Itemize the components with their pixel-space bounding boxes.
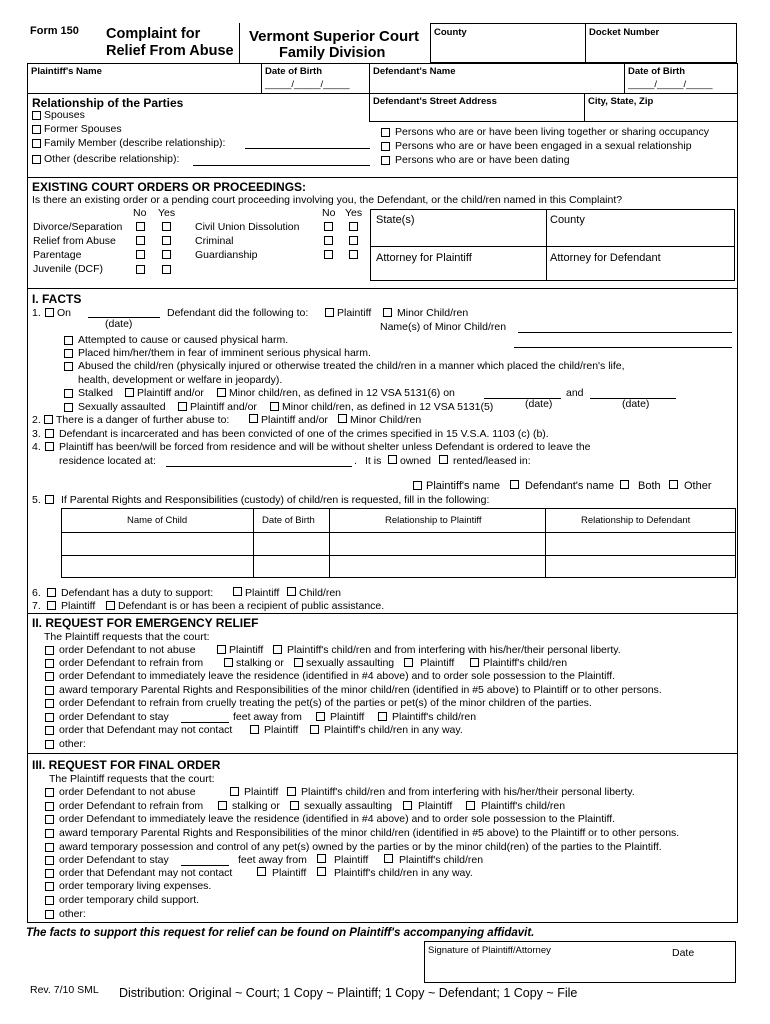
fn-stalking-label: stalking or (232, 800, 280, 812)
family-member-line[interactable] (245, 148, 370, 149)
yes-col-header: Yes (158, 207, 176, 219)
em-feet-line[interactable] (181, 722, 229, 723)
civil-union-label: Civil Union Dissolution (195, 221, 300, 233)
fn-sexually-checkbox[interactable] (290, 801, 299, 810)
fn-not-abuse-children-label: Plaintiff's child/ren and from interfering with his/her/their personal liberty. (301, 786, 635, 798)
rule (369, 63, 370, 121)
fn-refrain-plaintiff-label: Plaintiff (418, 800, 453, 812)
fn-not-abuse-children-checkbox[interactable] (287, 787, 296, 796)
other-relationship-label: Other (describe relationship): (44, 153, 180, 165)
stalked-minor-checkbox[interactable] (217, 388, 226, 397)
family-member-checkbox[interactable] (32, 139, 41, 148)
rule (545, 508, 546, 578)
em-custody-label: award temporary Parental Rights and Responsibilities of the minor child/ren (identified in #5 above) to Plaintiff or to other persons. (59, 684, 662, 696)
rule (27, 922, 737, 923)
rule (369, 121, 737, 122)
signature-label: Signature of Plaintiff/Attorney (428, 945, 551, 956)
form-title-line1: Complaint for (106, 26, 201, 42)
em-leave-label: order Defendant to immediately leave the residence (identified in #4 above) and to order sole possession to the Plaintiff. (59, 670, 616, 682)
fn-no-contact-plaintiff-checkbox[interactable] (257, 867, 266, 876)
other-relationship-checkbox[interactable] (32, 155, 41, 164)
forced-label-1: Plaintiff has been/will be forced from residence and will be without shelter unless Defendant is ordered to leave the (59, 441, 591, 453)
plaintiff-dob-label: Date of Birth (265, 66, 322, 77)
states-label: State(s) (376, 214, 415, 226)
lease-plaintiff-label: Plaintiff's name (426, 480, 501, 492)
form-number: Form 150 (30, 25, 79, 37)
final-title: III. REQUEST FOR FINAL ORDER (32, 758, 221, 772)
facts-affidavit-note: The facts to support this request for relief can be found on Plaintiff's accompanying affidavit. (26, 927, 535, 939)
criminal-label: Criminal (195, 235, 234, 247)
stalked-label: Stalked (78, 387, 114, 399)
em-refrain-plaintiff-checkbox[interactable] (404, 658, 413, 667)
no-col-header-2: No (322, 207, 336, 219)
guardianship-yes-checkbox[interactable] (349, 250, 358, 259)
duty-support-label: Defendant has a duty to support: (61, 587, 214, 599)
juvenile-label: Juvenile (DCF) (33, 263, 104, 275)
fact-6-number: 6. (32, 587, 41, 599)
fn-child-support-checkbox[interactable] (45, 896, 54, 905)
rule (61, 532, 736, 533)
family-member-label: Family Member (describe relationship): (44, 137, 226, 149)
em-stalking-label: stalking or (236, 657, 284, 669)
fn-custody-label: award temporary Parental Rights and Responsibilities of the minor child/ren (identified in #5 above) to the Plaintiff or to other persons. (59, 827, 680, 839)
existing-orders-title: EXISTING COURT ORDERS OR PROCEEDINGS: (32, 180, 307, 194)
county-docket-divider (585, 23, 586, 63)
abused-child-checkbox[interactable] (64, 362, 73, 371)
em-stay-children-checkbox[interactable] (378, 712, 387, 721)
header-divider (239, 23, 240, 63)
rule (546, 209, 547, 281)
relief-label: Relief from Abuse (33, 235, 116, 247)
emergency-title: II. REQUEST FOR EMERGENCY RELIEF (32, 616, 259, 630)
it-is-label: It is (365, 455, 382, 467)
fact-3-checkbox[interactable] (45, 429, 54, 438)
public-assist-plaintiff-label: Plaintiff (61, 600, 96, 612)
and-label: and (566, 387, 584, 399)
fn-custody-checkbox[interactable] (45, 829, 54, 838)
date-caption-b: (date) (622, 398, 650, 410)
support-children-label: Child/ren (299, 587, 342, 599)
spouses-label: Spouses (44, 109, 85, 121)
attempted-label: Attempted to cause or caused physical harm. (78, 334, 289, 346)
sexual-relationship-label: Persons who are or have been engaged in a sexual relationship (395, 140, 692, 152)
dating-checkbox[interactable] (381, 156, 390, 165)
em-refrain-plaintiff-label: Plaintiff (420, 657, 455, 669)
fact-1-minor-checkbox[interactable] (383, 308, 392, 317)
stalked-plaintiff-checkbox[interactable] (125, 388, 134, 397)
lease-other-label: Other (684, 480, 712, 492)
defendant-dob-label: Date of Birth (628, 66, 685, 77)
em-no-contact-checkbox[interactable] (45, 726, 54, 735)
divorce-label: Divorce/Separation (33, 221, 123, 233)
living-together-label: Persons who are or have been living together or sharing occupancy (395, 126, 710, 138)
em-stay-plaintiff-checkbox[interactable] (316, 712, 325, 721)
fact-1-plaintiff-checkbox[interactable] (325, 308, 334, 317)
rule (329, 508, 330, 578)
residence-line[interactable] (166, 466, 352, 467)
docket-label: Docket Number (589, 27, 660, 38)
lease-defendant-label: Defendant's name (525, 480, 614, 492)
plaintiff-dob-field[interactable]: _____/_____/_____ (265, 79, 350, 90)
public-assist-label: Defendant is or has been a recipient of public assistance. (118, 600, 385, 612)
lease-plaintiff-checkbox[interactable] (413, 481, 422, 490)
support-plaintiff-label: Plaintiff (245, 587, 280, 599)
docket-field[interactable] (589, 42, 734, 60)
relief-yes-checkbox[interactable] (162, 236, 171, 245)
forced-label-2: residence located at: (59, 455, 156, 467)
fact-1-checkbox[interactable] (45, 308, 54, 317)
juvenile-yes-checkbox[interactable] (162, 265, 171, 274)
em-stay-label: order Defendant to stay (59, 711, 169, 723)
fn-no-contact-label: order that Defendant may not contact (59, 867, 233, 879)
fact-1-on-label: On (57, 307, 72, 319)
fn-not-abuse-plaintiff-label: Plaintiff (244, 786, 279, 798)
lease-other-checkbox[interactable] (669, 480, 678, 489)
danger-plaintiff-label: Plaintiff and/or (261, 414, 328, 426)
fn-living-exp-checkbox[interactable] (45, 882, 54, 891)
em-not-abuse-checkbox[interactable] (45, 646, 54, 655)
em-refrain-checkbox[interactable] (45, 659, 54, 668)
criminal-yes-checkbox[interactable] (349, 236, 358, 245)
defendant-name-field[interactable] (373, 78, 619, 92)
defendant-name-label: Defendant's Name (373, 66, 456, 77)
court-name: Vermont Superior Court (249, 28, 420, 45)
fact-3-number: 3. (32, 428, 41, 440)
table-header-name: Name of Child (127, 515, 188, 526)
fn-not-abuse-checkbox[interactable] (45, 788, 54, 797)
living-together-checkbox[interactable] (381, 128, 390, 137)
civil-union-no-checkbox[interactable] (324, 222, 333, 231)
owned-label: owned (400, 455, 431, 467)
divorce-no-checkbox[interactable] (136, 222, 145, 231)
owned-checkbox[interactable] (388, 455, 397, 464)
rule (261, 63, 262, 93)
rule (27, 753, 737, 754)
attorney-defendant-label: Attorney for Defendant (550, 252, 661, 264)
fact-2-number: 2. (32, 414, 41, 426)
assault-minor-checkbox[interactable] (270, 402, 279, 411)
dating-label: Persons who are or have been dating (395, 154, 570, 166)
fn-stay-children-label: Plaintiff's child/ren (399, 854, 484, 866)
em-no-contact-plaintiff-checkbox[interactable] (250, 725, 259, 734)
em-pets-checkbox[interactable] (45, 699, 54, 708)
em-custody-checkbox[interactable] (45, 686, 54, 695)
names-minor-line[interactable] (518, 332, 732, 333)
incarcerated-label: Defendant is incarcerated and has been convicted of one of the crimes specified in 15 V.S.A. 1103 (c) (b). (59, 428, 549, 440)
em-other-checkbox[interactable] (45, 740, 54, 749)
rule (27, 93, 737, 94)
fn-other-label: other: (59, 908, 86, 920)
signature-date-label: Date (672, 947, 695, 959)
rule (253, 508, 254, 578)
rule (27, 63, 737, 64)
em-refrain-children-checkbox[interactable] (470, 658, 479, 667)
fn-stay-plaintiff-checkbox[interactable] (317, 854, 326, 863)
fact-4-checkbox[interactable] (45, 442, 54, 451)
fn-refrain-children-checkbox[interactable] (466, 801, 475, 810)
fn-living-exp-label: order temporary living expenses. (59, 880, 212, 892)
abused-child-label-1: Abused the child/ren (physically injured or otherwise treated the child/ren in a manner which placed the child/ren's life, (78, 360, 625, 372)
final-intro: The Plaintiff requests that the court: (49, 773, 215, 785)
rule (370, 246, 735, 247)
em-no-contact-children-checkbox[interactable] (310, 725, 319, 734)
em-no-contact-plaintiff-label: Plaintiff (264, 724, 299, 736)
em-no-contact-children-label: Plaintiff's child/ren in any way. (324, 724, 463, 736)
plaintiff-name-label: Plaintiff's Name (31, 66, 102, 77)
fn-stay-checkbox[interactable] (45, 856, 54, 865)
fact-1-number: 1. (32, 307, 41, 319)
fn-feet-line[interactable] (181, 865, 229, 866)
em-not-abuse-plaintiff-label: Plaintiff (229, 644, 264, 656)
fn-refrain-label: order Defendant to refrain from (59, 800, 204, 812)
em-not-abuse-children-label: Plaintiff's child/ren and from interfering with his/her/their personal liberty. (287, 644, 621, 656)
court-division: Family Division (279, 45, 386, 61)
emergency-intro: The Plaintiff requests that the court: (44, 631, 210, 643)
rented-label: rented/leased in: (453, 455, 531, 467)
fn-not-abuse-label: order Defendant to not abuse (59, 786, 196, 798)
county-label: County (434, 27, 467, 38)
rule (737, 63, 738, 923)
fn-leave-checkbox[interactable] (45, 815, 54, 824)
danger-plaintiff-checkbox[interactable] (249, 414, 258, 423)
relief-no-checkbox[interactable] (136, 236, 145, 245)
fn-feet-label: feet away from (238, 854, 307, 866)
fn-refrain-checkbox[interactable] (45, 802, 54, 811)
fn-no-contact-children-label: Plaintiff's child/ren in any way. (334, 867, 473, 879)
former-spouses-label: Former Spouses (44, 123, 122, 135)
fn-stay-label: order Defendant to stay (59, 854, 169, 866)
fn-refrain-plaintiff-checkbox[interactable] (403, 801, 412, 810)
other-relationship-line[interactable] (193, 165, 370, 166)
fn-stay-plaintiff-label: Plaintiff (334, 854, 369, 866)
yes-col-header-2: Yes (345, 207, 363, 219)
defendant-dob-field[interactable]: _____/_____/_____ (628, 79, 713, 90)
danger-label: There is a danger of further abuse to: (56, 414, 230, 426)
revision-label: Rev. 7/10 SML (30, 984, 99, 996)
plaintiff-name-field[interactable] (31, 78, 257, 92)
abused-child-label-2: health, development or welfare in jeopardy). (78, 374, 283, 386)
rule (27, 613, 737, 614)
em-not-abuse-plaintiff-checkbox[interactable] (217, 645, 226, 654)
stalked-checkbox[interactable] (64, 389, 73, 398)
fact-7-checkbox[interactable] (47, 601, 56, 610)
guardianship-label: Guardianship (195, 249, 258, 261)
assault-minor-label: Minor child/ren, as defined in 12 VSA 5131(5) (282, 401, 494, 413)
rule (27, 177, 737, 178)
parentage-label: Parentage (33, 249, 82, 261)
juvenile-no-checkbox[interactable] (136, 265, 145, 274)
lease-defendant-checkbox[interactable] (510, 480, 519, 489)
em-feet-label: feet away from (233, 711, 302, 723)
fact-7-number: 7. (32, 600, 41, 612)
em-stay-plaintiff-label: Plaintiff (330, 711, 365, 723)
county-detail-label: County (550, 214, 585, 226)
em-pets-label: order Defendant to refrain from cruelly treating the pet(s) of the parties or pet(s) of the minor children of the parties. (59, 697, 592, 709)
relationship-title: Relationship of the Parties (32, 96, 184, 110)
fact-4-number: 4. (32, 441, 41, 453)
em-no-contact-label: order that Defendant may not contact (59, 724, 233, 736)
sexually-assaulted-checkbox[interactable] (64, 403, 73, 412)
fn-child-support-label: order temporary child support. (59, 894, 200, 906)
prr-label: If Parental Rights and Responsibilities (custody) of child/ren is requested, fill in the following: (61, 494, 490, 506)
divorce-yes-checkbox[interactable] (162, 222, 171, 231)
em-stay-checkbox[interactable] (45, 713, 54, 722)
former-spouses-checkbox[interactable] (32, 125, 41, 134)
no-col-header: No (133, 207, 147, 219)
rule (584, 93, 585, 121)
rule (624, 63, 625, 93)
fact-6-checkbox[interactable] (47, 588, 56, 597)
assault-plaintiff-checkbox[interactable] (178, 402, 187, 411)
rule (27, 288, 737, 289)
fact-2-checkbox[interactable] (44, 415, 53, 424)
em-not-abuse-children-checkbox[interactable] (273, 645, 282, 654)
em-sexually-label: sexually assaulting (306, 657, 395, 669)
distribution-label: Distribution: Original ~ Court; 1 Copy ~ Plaintiff; 1 Copy ~ Defendant; 1 Copy ~ File (119, 986, 578, 1000)
defendant-address-label: Defendant's Street Address (373, 96, 497, 107)
sexual-relationship-checkbox[interactable] (381, 142, 390, 151)
fn-sexually-label: sexually assaulting (304, 800, 393, 812)
period: . (354, 455, 357, 467)
fn-no-contact-plaintiff-label: Plaintiff (272, 867, 307, 879)
sexually-assaulted-label: Sexually assaulted (78, 401, 166, 413)
attempted-checkbox[interactable] (64, 336, 73, 345)
lease-both-checkbox[interactable] (620, 480, 629, 489)
danger-minor-label: Minor Child/ren (350, 414, 422, 426)
names-minor-label: Name(s) of Minor Child/ren (380, 321, 507, 333)
civil-union-yes-checkbox[interactable] (349, 222, 358, 231)
table-header-rel-defendant: Relationship to Defendant (581, 515, 691, 526)
em-not-abuse-label: order Defendant to not abuse (59, 644, 196, 656)
rented-checkbox[interactable] (439, 455, 448, 464)
danger-minor-checkbox[interactable] (338, 414, 347, 423)
fn-other-checkbox[interactable] (45, 910, 54, 919)
fact-5-number: 5. (32, 494, 41, 506)
city-state-zip-label: City, State, Zip (588, 96, 654, 107)
em-leave-checkbox[interactable] (45, 672, 54, 681)
em-sexually-checkbox[interactable] (294, 658, 303, 667)
did-following-label: Defendant did the following to: (167, 307, 309, 319)
lease-both-label: Both (638, 480, 661, 492)
stalked-minor-label: Minor child/ren, as defined in 12 VSA 5131(6) on (229, 387, 455, 399)
county-field[interactable] (434, 42, 580, 60)
facts-title: I. FACTS (32, 292, 82, 306)
placed-fear-checkbox[interactable] (64, 349, 73, 358)
public-assist-defendant-checkbox[interactable] (106, 601, 115, 610)
fn-leave-label: order Defendant to immediately leave the residence (identified in #4 above) and to order sole possession to the Plaintiff. (59, 813, 616, 825)
attorney-plaintiff-label: Attorney for Plaintiff (376, 252, 472, 264)
em-other-label: other: (59, 738, 86, 750)
parentage-no-checkbox[interactable] (136, 250, 145, 259)
placed-fear-label: Placed him/her/them in fear of imminent serious physical harm. (78, 347, 371, 359)
fact-1-minor-label: Minor Child/ren (397, 307, 469, 319)
support-plaintiff-checkbox[interactable] (233, 587, 242, 596)
em-refrain-label: order Defendant to refrain from (59, 657, 204, 669)
fact-1-date-caption: (date) (105, 318, 133, 330)
fn-no-contact-children-checkbox[interactable] (317, 867, 326, 876)
support-children-checkbox[interactable] (287, 587, 296, 596)
fact-5-checkbox[interactable] (45, 495, 54, 504)
fact-1-plaintiff-label: Plaintiff (337, 307, 372, 319)
fn-possession-checkbox[interactable] (45, 843, 54, 852)
stalked-plaintiff-label: Plaintiff and/or (137, 387, 204, 399)
fn-possession-label: award temporary possession and control of any pet(s) owned by the parties or by the minor child(ren) of the parties to the Plaintiff. (59, 841, 662, 853)
em-refrain-children-label: Plaintiff's child/ren (483, 657, 568, 669)
guardianship-no-checkbox[interactable] (324, 250, 333, 259)
table-header-rel-plaintiff: Relationship to Plaintiff (385, 515, 482, 526)
existing-orders-question: Is there an existing order or a pending court proceeding involving you, the Defendant, or the child/ren named in this Complaint? (32, 194, 623, 206)
em-stalking-checkbox[interactable] (224, 658, 233, 667)
form-title-line2: Relief From Abuse (106, 43, 234, 59)
fn-stalking-checkbox[interactable] (218, 801, 227, 810)
spouses-checkbox[interactable] (32, 111, 41, 120)
criminal-no-checkbox[interactable] (324, 236, 333, 245)
fn-refrain-children-label: Plaintiff's child/ren (481, 800, 566, 812)
table-header-dob: Date of Birth (262, 515, 315, 526)
fn-stay-children-checkbox[interactable] (384, 854, 393, 863)
date-caption-a: (date) (525, 398, 553, 410)
rule (61, 555, 736, 556)
assault-plaintiff-label: Plaintiff and/or (190, 401, 257, 413)
rule (27, 63, 28, 923)
fn-not-abuse-plaintiff-checkbox[interactable] (230, 787, 239, 796)
parentage-yes-checkbox[interactable] (162, 250, 171, 259)
em-stay-children-label: Plaintiff's child/ren (392, 711, 477, 723)
fn-no-contact-checkbox[interactable] (45, 869, 54, 878)
names-minor-line-2[interactable] (514, 347, 732, 348)
